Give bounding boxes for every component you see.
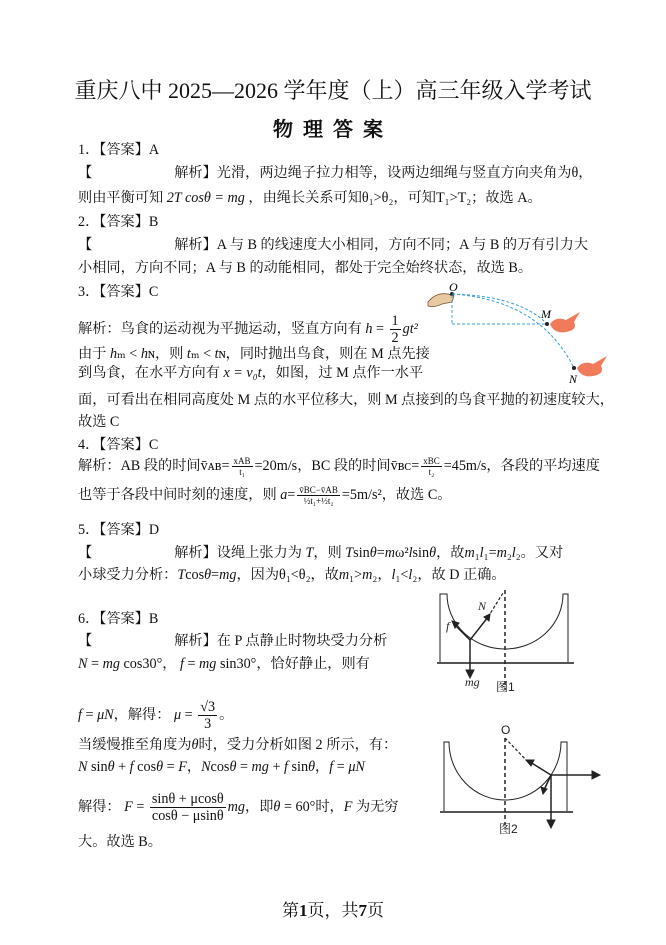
footer-suffix: 页 (367, 901, 384, 920)
denominator: 3 (204, 716, 212, 733)
current-page: 1 (299, 901, 308, 920)
math-text: t (214, 346, 219, 362)
text-run: ₁ (474, 545, 480, 561)
text-run: ， (186, 759, 202, 775)
text-run: 【 (78, 633, 93, 649)
text-run: ，即 (245, 799, 274, 816)
math-text: θ (308, 759, 316, 775)
numerator: sinθ + μcosθ (151, 791, 224, 807)
text-run: ，因为θ₁<θ₂，故 (236, 567, 339, 583)
bird-m-icon (550, 312, 580, 332)
denominator: t₂ (428, 467, 435, 478)
math-text: m (464, 545, 475, 561)
text-run: 解析】光滑，两边绳子拉力相等，设两边细绳与竖直方向夹角为θ， (174, 165, 593, 181)
text-run: 到鸟食，在水平方向有 (78, 365, 224, 381)
text-run: 1．【答案】A (78, 142, 160, 158)
math-text: h (109, 346, 118, 362)
math-text: h (140, 346, 148, 362)
math-text: T (305, 545, 314, 561)
text-run: = (372, 321, 388, 338)
math-text: mg (227, 799, 246, 816)
math-text: F (178, 759, 187, 775)
text-run: 解析：鸟食的运动视为平抛运动，竖直方向有 (78, 321, 366, 338)
math-text: θ (191, 737, 199, 753)
math-text: μN (348, 759, 365, 775)
math-text: gt² (402, 321, 418, 338)
footer-prefix: 第 (282, 901, 299, 920)
text-run: + (268, 759, 284, 775)
trajectory-n (452, 294, 574, 368)
math-text: m (496, 545, 507, 561)
text-run: = (181, 707, 197, 724)
text-run: 当缓慢推至角度为 (78, 737, 192, 753)
text-run: ，解得： (113, 707, 174, 724)
text-run: ɴ，则 (147, 346, 187, 362)
text-run: 2．【答案】B (78, 214, 159, 230)
text-run: = (376, 545, 385, 561)
text-run: 【 (78, 165, 93, 181)
footer-mid: 页，共 (307, 901, 359, 920)
text-run: cos30°， (119, 656, 180, 672)
math-text: m (338, 567, 350, 583)
numerator: √3 (200, 699, 216, 715)
total-pages: 7 (358, 901, 367, 920)
figure-1 (437, 590, 574, 694)
text-run: 由于 (78, 346, 110, 362)
math-text: l (511, 545, 516, 561)
math-text: m (362, 567, 373, 583)
math-text: N (78, 656, 88, 672)
math-text: f (78, 707, 82, 724)
text-run: 【 (78, 545, 93, 561)
math-text: N (78, 759, 88, 775)
math-text: θ (429, 545, 437, 561)
point-n-label: N (569, 372, 578, 386)
math-text: f (284, 759, 288, 775)
bird-feeding-diagram (428, 280, 607, 386)
text-run: + (114, 759, 130, 775)
text-run: ₘ < (117, 346, 141, 362)
text-run: sin (287, 759, 309, 775)
text-run: 则由平衡可知 (78, 190, 167, 206)
numerator: 1 (391, 313, 399, 329)
text-run: ₁> (349, 567, 363, 583)
math-text: f (129, 759, 134, 775)
math-text: N (201, 759, 211, 775)
figure-1-caption: 图1 (496, 680, 515, 694)
text-run: 。 (219, 707, 234, 724)
document-title: 重庆八中 2025—2026 学年度（上）高三年级入学考试 (74, 78, 592, 103)
math-text: x = v₀t (223, 365, 262, 381)
text-run: = (163, 759, 179, 775)
text-run: 解析：AB 段的时间v̄ᴀʙ= (78, 458, 230, 475)
text-run: ，故 (436, 545, 465, 561)
text-run: 6．【答案】B (78, 611, 159, 627)
math-text: F (124, 799, 133, 816)
text-run: 面，可看出在相同高度处 M 点的水平位移大，则 M 点接到的鸟食平抛的初速度较大， (78, 392, 614, 408)
text-run: 解析】在 P 点静止时物块受力分析 (174, 633, 388, 649)
text-run: 解析】设绳上张力为 (174, 545, 306, 561)
numerator: xAB (233, 456, 251, 466)
math-text: μN (97, 707, 114, 724)
force-f-label: f (446, 619, 450, 633)
text-run: ₂， (372, 567, 392, 583)
bird-n-icon (577, 356, 607, 376)
text-run: ₁< (395, 567, 409, 583)
text-run: 解得： (78, 799, 125, 816)
denominator: cosθ − μsinθ (151, 808, 224, 825)
text-run: ₁= (483, 545, 497, 561)
text-run: ，如图，过 M 点作一水平 (261, 365, 424, 381)
text-run: ₂ (506, 545, 512, 561)
text-run: = (211, 567, 220, 583)
math-text: θ (273, 799, 281, 816)
math-text: f (179, 656, 184, 672)
math-text: θ (369, 545, 377, 561)
denominator: ½t₁+½t₂ (303, 496, 334, 507)
text-run: = (287, 487, 296, 504)
force-n-label: N (478, 599, 487, 613)
text-run: sin (353, 545, 370, 561)
text-run: 为无穷 (352, 799, 399, 816)
text-run: = (81, 707, 98, 724)
math-text: a (280, 487, 288, 504)
math-text: mg (251, 759, 269, 775)
text-run: 【 (78, 237, 93, 253)
text-run: 时，受力分析如图 2 所示，有： (198, 737, 398, 753)
text-run: = (87, 656, 103, 672)
text-run: 4．【答案】C (78, 437, 159, 453)
math-text: h (365, 321, 373, 338)
math-text: l (479, 545, 484, 561)
text-run: ，由绳长关系可知θ₁>θ₂，可知T₁>T₂；故选 A。 (244, 190, 542, 206)
math-text: m (384, 545, 395, 561)
text-run: 小球受力分析： (78, 567, 178, 583)
text-run: 解析】A 与 B 的线速度大小相同，方向不同；A 与 B 的万有引力大 (174, 237, 589, 253)
text-run: sin (87, 759, 108, 775)
hand-icon (428, 294, 454, 307)
text-run: ， (315, 759, 330, 775)
math-text: θ (229, 759, 237, 775)
page-footer (0, 896, 666, 921)
point-m-label: M (541, 307, 551, 321)
text-run: cos (185, 567, 205, 583)
math-text: T (345, 545, 354, 561)
math-text: l (391, 567, 396, 583)
math-text: l (408, 567, 413, 583)
text-run: sin (412, 545, 430, 561)
denominator: t₁ (239, 467, 245, 478)
text-run: ₂。又对 (515, 545, 564, 561)
text-run: sin30°，恰好静止，则有 (216, 656, 370, 672)
text-run: 3．【答案】C (78, 284, 159, 300)
math-text: t (186, 346, 191, 362)
text-run: = (333, 759, 349, 775)
text-run: ₂，故 D 正确。 (412, 567, 506, 583)
math-text: θ (156, 759, 164, 775)
math-text: T (177, 567, 186, 583)
document-subtitle: 物理答案 (273, 119, 393, 141)
math-text: θ (107, 759, 115, 775)
text-run: = (132, 799, 148, 816)
text-run: 也等于各段中间时刻的速度，则 (78, 487, 281, 504)
text-run: =45m/s，各段的平均速度 (443, 458, 600, 475)
math-text: mg (219, 567, 237, 583)
point-o-label: O (501, 723, 511, 737)
text-run: = (183, 656, 200, 672)
numerator: v̄BC−v̄AB (299, 485, 338, 495)
numerator: xBC (423, 456, 440, 466)
text-run: 大。故选 B。 (78, 834, 162, 850)
text-run: 故选 C (78, 414, 120, 430)
math-text: mg (102, 656, 120, 672)
point-o-label: O (449, 280, 458, 294)
figure-2-caption: 图2 (499, 822, 518, 836)
text-run: ω² (394, 545, 409, 561)
text-run: =20m/s，BC 段的时间v̄ʙᴄ= (254, 458, 420, 475)
figure-2 (440, 723, 600, 836)
text-run: cos (133, 759, 157, 775)
text-run: ，则 (313, 545, 346, 561)
text-run: = (236, 759, 252, 775)
text-run: cos (210, 759, 230, 775)
math-text: μ (173, 707, 182, 724)
force-mg-label: mg (465, 675, 480, 689)
math-text: mg (199, 656, 217, 672)
denominator: 2 (391, 330, 399, 347)
math-text: θ (204, 567, 212, 583)
text-run: 5．【答案】D (78, 522, 160, 538)
text-run: ₘ < (190, 346, 215, 362)
text-run: 小相同，方向不同；A 与 B 的动能相同，都处于完全始终状态，故选 B。 (78, 260, 533, 276)
math-text: l (408, 545, 413, 561)
text-run: =5m/s²，故选 C。 (341, 487, 452, 504)
text-run: = 60°时， (280, 799, 344, 816)
math-text: F (343, 799, 353, 816)
text-run: ɴ，同时抛出鸟食，则在 M 点先接 (218, 346, 430, 362)
math-text: f (329, 759, 334, 775)
math-text: 2T cosθ = mg (166, 190, 245, 206)
